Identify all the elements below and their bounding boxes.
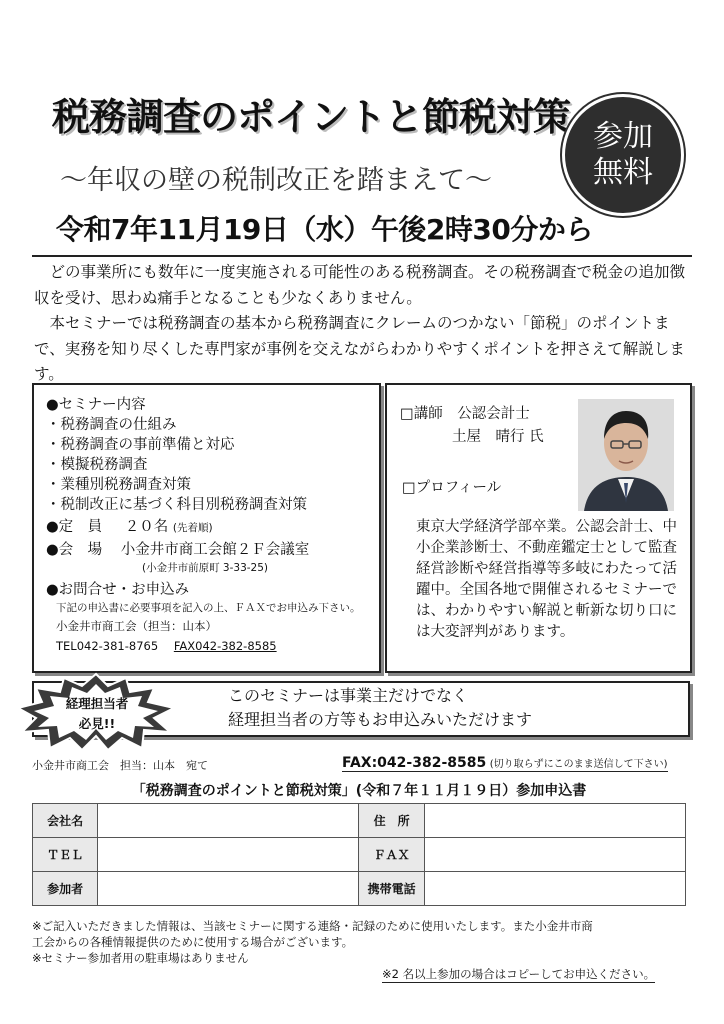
badge-line-1: 参加 <box>593 119 653 154</box>
venue-label: ●会 場 <box>46 542 103 558</box>
intro-text <box>34 260 690 388</box>
fax-number-group <box>342 755 668 772</box>
seminar-details-box <box>32 383 381 673</box>
notice-line-2: 経理担当者の方等もお申込みいただけます <box>228 710 533 729</box>
tel-field[interactable] <box>98 838 359 872</box>
fax-number: FAX:042-382-8585 <box>342 755 487 771</box>
contents-item: ・業種別税務調査対策 <box>46 477 191 493</box>
participant-field[interactable] <box>98 872 359 906</box>
table-row <box>33 838 686 872</box>
event-date: 令和7年11月19日（水）午後2時30分から <box>56 213 593 246</box>
capacity-note: (先着順) <box>172 522 213 534</box>
note-line-3: ※セミナー参加者用の駐車場はありません <box>32 951 249 965</box>
notes <box>32 918 692 966</box>
capacity-value: ２０名 <box>124 519 169 535</box>
address-field[interactable] <box>424 804 685 838</box>
divider <box>32 255 692 257</box>
contents-item: ・税務調査の事前準備と対応 <box>46 437 235 453</box>
note-line-2: 工会からの各種情報提供のために使用する場合がございます。 <box>32 935 354 949</box>
mobile-label: 携帯電話 <box>359 872 424 906</box>
contact-tel: TEL042-381-8765 <box>56 639 159 653</box>
intro-paragraph-1: どの事業所にも数年に一度実施される可能性のある税務調査。その税務調査で税金の追加徴収を受け、思わぬ痛手となることも少なくありません。 <box>34 263 686 307</box>
table-row <box>33 804 686 838</box>
profile-heading: □プロフィール <box>402 480 502 496</box>
venue-row <box>46 540 367 560</box>
contents-heading: ●セミナー内容 <box>46 397 146 413</box>
person-icon <box>578 399 674 511</box>
fax-field[interactable] <box>424 838 685 872</box>
contact-heading: ●お問合せ・お申込み <box>46 582 190 598</box>
burst-line-2: 必見!! <box>78 716 116 731</box>
venue-address: (小金井市前原町 3-33-25) <box>142 562 269 574</box>
profile-text: 東京大学経済学部卒業。公認会計士、中小企業診断士、不動産鑑定士として監査経営診断や経営指導等多岐にわたって活躍中。全国各地で開催されるセミナーでは、わかりやすい解説と斬新な切り口には大変評判があります。 <box>416 519 677 640</box>
fax-header <box>32 757 686 773</box>
lecturer-heading: □講師 公認会計士 <box>400 406 530 422</box>
table-row <box>33 872 686 906</box>
badge-line-2: 無料 <box>593 155 653 190</box>
fax-note: (切り取らずにこのまま送信して下さい) <box>489 759 668 770</box>
contact-fax: FAX042-382-8585 <box>173 639 277 653</box>
page-title: 税務調査のポイントと節税対策 <box>52 95 571 139</box>
fax-recipient: 小金井市商工会 担当：山本 宛て <box>32 759 208 772</box>
note-line-1: ※ご記入いただきました情報は、当該セミナーに関する連絡・記録のために使用いたします。また小金井市商 <box>32 919 593 933</box>
address-label: 住 所 <box>359 804 424 838</box>
company-field[interactable] <box>98 804 359 838</box>
contents-item: ・税制改正に基づく科目別税務調査対策 <box>46 497 307 513</box>
company-label: 会社名 <box>33 804 98 838</box>
copy-note: ※2 名以上参加の場合はコピーしてお申込ください。 <box>382 967 656 981</box>
mobile-field[interactable] <box>424 872 685 906</box>
free-badge <box>562 94 684 216</box>
tel-label: ＴＥＬ <box>33 838 98 872</box>
burst-line-1: 経理担当者 <box>65 696 129 711</box>
contact-org: 小金井市商工会（担当：山本） <box>56 619 217 633</box>
lecturer-name: 土屋 晴行 氏 <box>452 429 544 445</box>
contact-phone-row <box>46 636 367 656</box>
contents-item: ・税務調査の仕組み <box>46 417 177 433</box>
participant-label: 参加者 <box>33 872 98 906</box>
notice-text <box>228 684 532 732</box>
application-form <box>32 803 686 906</box>
notice-burst-text <box>52 694 142 734</box>
venue-value: 小金井市商工会館２Ｆ会議室 <box>120 542 310 558</box>
page-subtitle: ～年収の壁の税制改正を踏まえて～ <box>60 165 492 196</box>
capacity-label: ●定 員 <box>46 519 103 535</box>
form-title: 「税務調査のポイントと節税対策」(令和７年１１月１９日）参加申込書 <box>131 783 587 799</box>
contact-note: 下記の申込書に必要事項を記入の上、ＦＡＸでお申込み下さい。 <box>56 602 361 614</box>
lecturer-photo <box>578 399 674 511</box>
capacity-row <box>46 517 367 537</box>
intro-paragraph-2: 本セミナーでは税務調査の基本から税務調査にクレームのつかない「節税」のポイントまで、実務を知り尽くした専門家が事例を交えながらわかりやすくポイントを押さえて解説します。 <box>34 314 685 383</box>
contents-item: ・模擬税務調査 <box>46 457 148 473</box>
notice-line-1: このセミナーは事業主だけでなく <box>228 686 469 705</box>
fax-label: ＦＡＸ <box>359 838 424 872</box>
